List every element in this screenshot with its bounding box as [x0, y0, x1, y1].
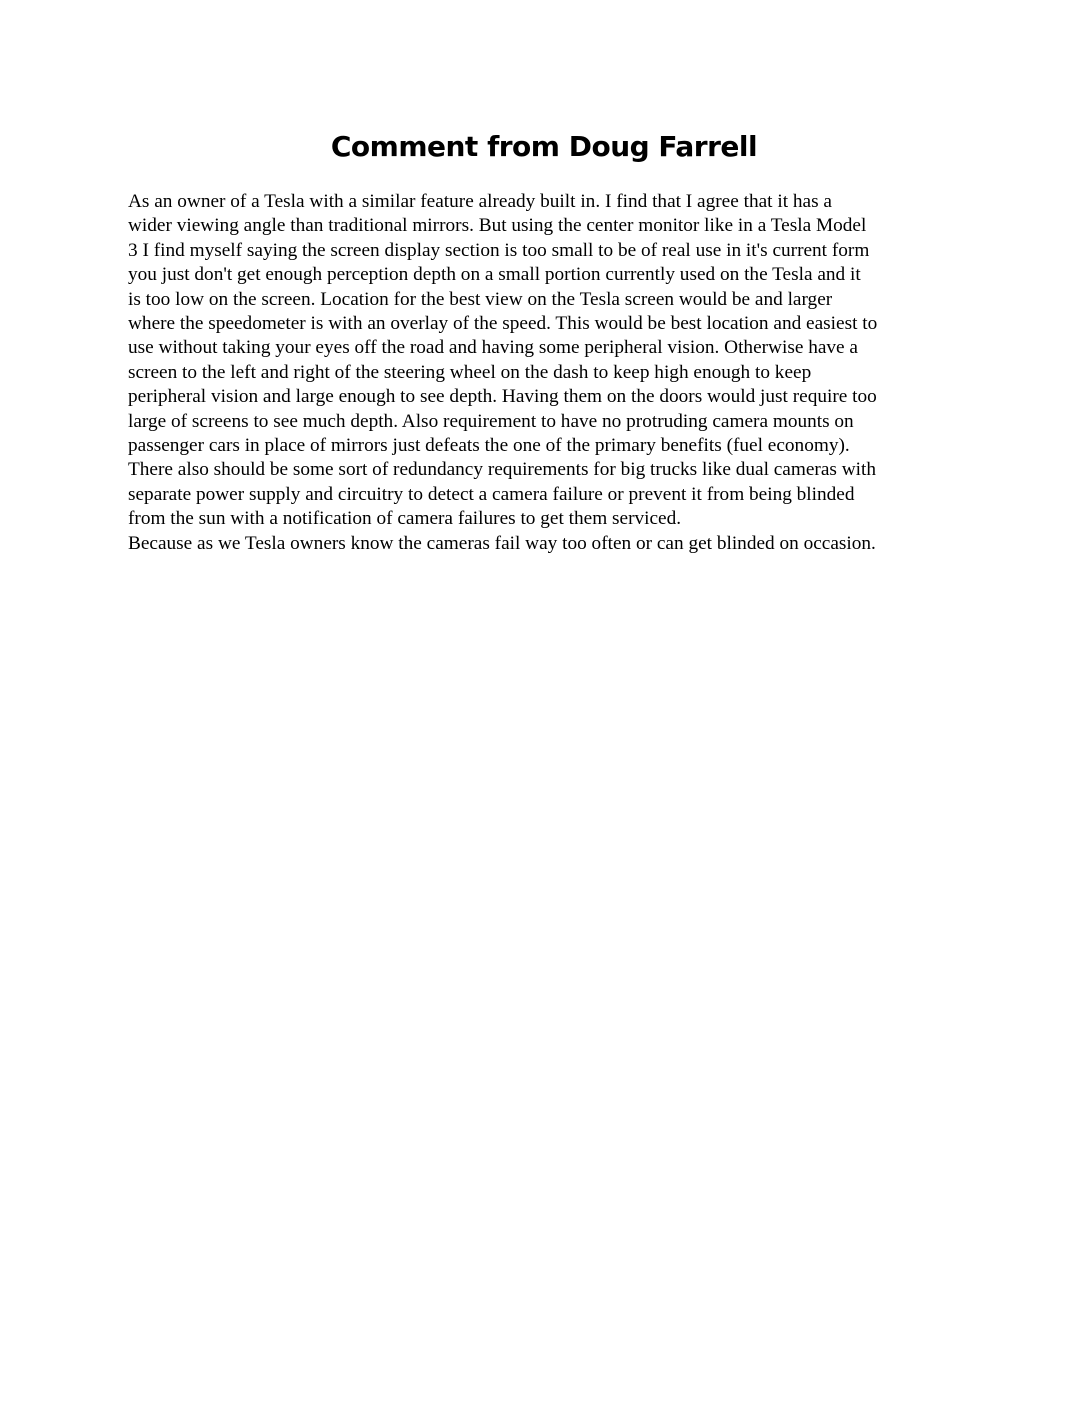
comment-line: from the sun with a notification of camera failures to get them serviced.	[128, 508, 682, 530]
comment-line: peripheral vision and large enough to see depth. Having them on the doors would just require too	[128, 386, 877, 408]
comment-body	[128, 190, 968, 556]
comment-line: use without taking your eyes off the road and having some peripheral vision. Otherwise have a	[128, 337, 858, 359]
comment-line: large of screens to see much depth. Also requirement to have no protruding camera mounts on	[128, 410, 854, 432]
comment-line: where the speedometer is with an overlay of the speed. This would be best location and easiest to	[128, 313, 878, 335]
comment-line: separate power supply and circuitry to detect a camera failure or prevent it from being blinded	[128, 483, 855, 505]
comment-line: 3 I find myself saying the screen display section is too small to be of real use in it's current form	[128, 239, 870, 261]
comment-line: wider viewing angle than traditional mirrors. But using the center monitor like in a Tesla Model	[128, 215, 867, 237]
comment-line: As an owner of a Tesla with a similar feature already built in. I find that I agree that it has a	[128, 191, 832, 212]
page-title: Comment from Doug Farrell	[330, 130, 758, 163]
comment-line: screen to the left and right of the steering wheel on the dash to keep high enough to keep	[128, 361, 812, 383]
comment-line: passenger cars in place of mirrors just defeats the one of the primary benefits (fuel economy).	[128, 435, 850, 457]
comment-line: Because as we Tesla owners know the cameras fail way too often or can get blinded on occasion.	[128, 532, 876, 554]
comment-line: is too low on the screen. Location for the best view on the Tesla screen would be and larger	[128, 288, 833, 310]
comment-line: you just don't get enough perception depth on a small portion currently used on the Tesla and it	[128, 264, 861, 286]
comment-line: There also should be some sort of redundancy requirements for big trucks like dual cameras with	[128, 459, 876, 481]
